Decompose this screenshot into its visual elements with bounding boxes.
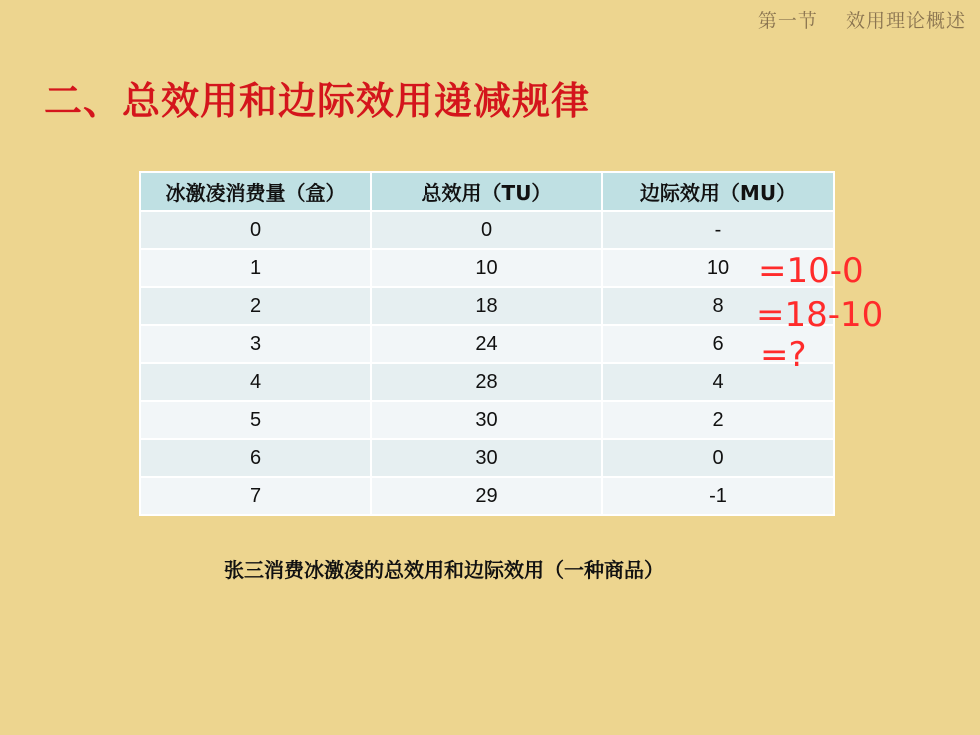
annotation-line-3: =?: [760, 335, 807, 375]
section-header: 第一节 效用理论概述: [757, 10, 966, 32]
cell-mu: 6: [602, 325, 834, 363]
cell-mu: 4: [602, 363, 834, 401]
cell-tu: 30: [371, 439, 602, 477]
cell-mu: 10: [602, 249, 834, 287]
cell-mu: 8: [602, 287, 834, 325]
cell-tu: 0: [371, 211, 602, 249]
cell-mu: -1: [602, 477, 834, 515]
column-header-quantity: 冰激凌消费量（盒）: [140, 172, 371, 211]
cell-tu: 30: [371, 401, 602, 439]
cell-quantity: 4: [140, 363, 371, 401]
cell-quantity: 6: [140, 439, 371, 477]
cell-quantity: 5: [140, 401, 371, 439]
slide-title: 二、总效用和边际效用递减规律: [44, 79, 591, 123]
cell-mu: 2: [602, 401, 834, 439]
annotation-line-1: =10-0: [758, 251, 864, 291]
cell-tu: 29: [371, 477, 602, 515]
cell-quantity: 0: [140, 211, 371, 249]
cell-quantity: 7: [140, 477, 371, 515]
cell-quantity: 2: [140, 287, 371, 325]
cell-tu: 10: [371, 249, 602, 287]
cell-tu: 24: [371, 325, 602, 363]
cell-quantity: 1: [140, 249, 371, 287]
cell-tu: 28: [371, 363, 602, 401]
annotation-line-2: =18-10: [756, 295, 884, 335]
cell-quantity: 3: [140, 325, 371, 363]
cell-mu: 0: [602, 439, 834, 477]
table-caption: 张三消费冰激凌的总效用和边际效用（一种商品）: [224, 558, 664, 582]
column-header-mu: 边际效用（MU）: [602, 172, 834, 211]
column-header-tu: 总效用（TU）: [371, 172, 602, 211]
cell-tu: 18: [371, 287, 602, 325]
cell-mu: -: [602, 211, 834, 249]
